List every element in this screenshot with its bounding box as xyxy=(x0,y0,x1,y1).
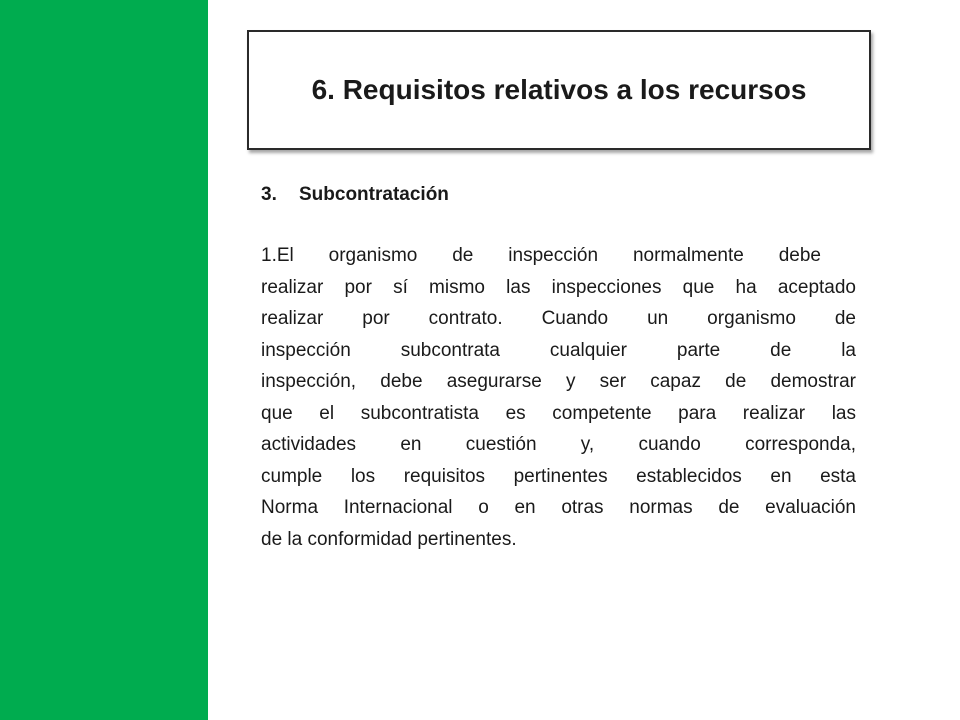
title-box xyxy=(247,30,871,150)
paragraph-line: actividades en cuestión y, cuando corresponda, xyxy=(261,434,856,455)
paragraph-line: 1.El organismo de inspección normalmente debe xyxy=(261,245,821,266)
paragraph-line: cumple los requisitos pertinentes establecidos en esta xyxy=(261,465,856,487)
section-heading xyxy=(261,184,856,206)
paragraph-line: Norma Internacional o en otras normas de evaluación xyxy=(261,497,856,518)
paragraph-line: realizar por contrato. Cuando un organismo de xyxy=(261,308,856,329)
slide-title: 6. Requisitos relativos a los recursos xyxy=(311,74,807,105)
body-paragraph xyxy=(261,240,856,555)
paragraph-line: inspección, debe asegurarse y ser capaz de demostrar xyxy=(261,371,856,392)
paragraph-line: de la conformidad pertinentes. xyxy=(261,528,517,550)
paragraph-line: inspección subcontrata cualquier parte de la xyxy=(261,339,856,361)
section-number: 3. xyxy=(261,184,277,205)
paragraph-line: realizar por sí mismo las inspecciones que ha aceptado xyxy=(261,276,856,298)
slide-content xyxy=(261,184,856,555)
section-label: Subcontratación xyxy=(299,184,449,205)
paragraph-line: que el subcontratista es competente para realizar las xyxy=(261,402,856,424)
green-side-bar xyxy=(0,0,208,720)
